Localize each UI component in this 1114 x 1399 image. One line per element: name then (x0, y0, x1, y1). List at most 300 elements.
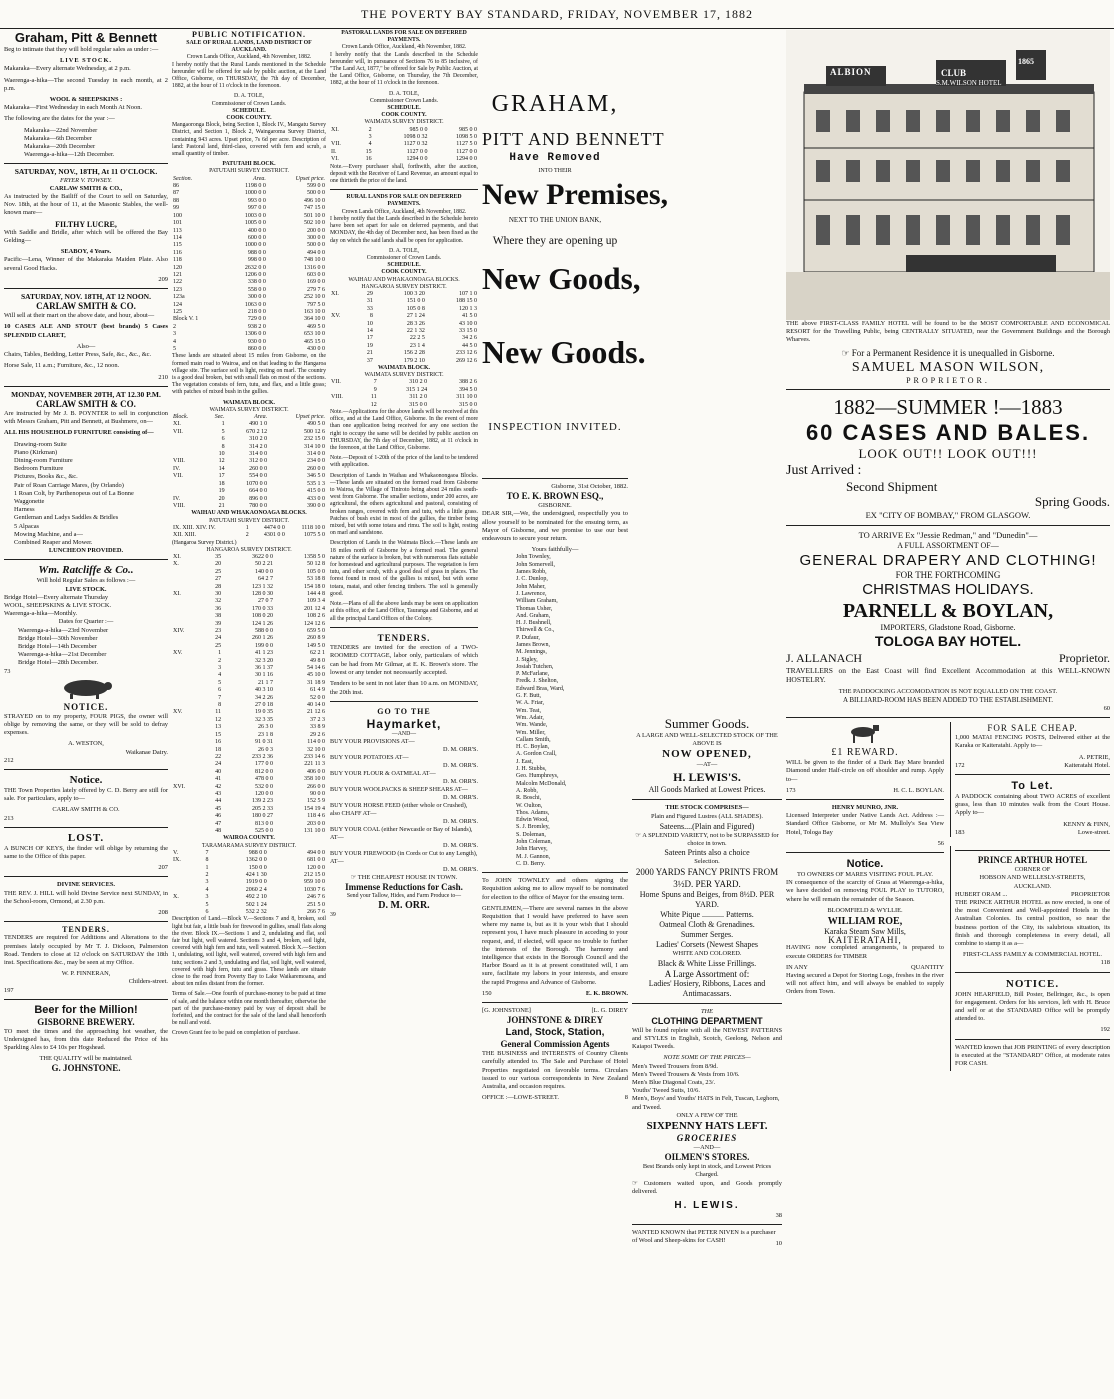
munro-text: Licensed Interpreter under Native Lands Act. Address :—Standard Office Gisborne, or Mr M. Mulloly's Sea View Hotel, Tologa Bay (786, 812, 944, 836)
table-row: 123 558 0 0 279 7 6 (173, 286, 325, 293)
importers-text: IMPORTERS, Gladstone Road, Gisborne. (880, 622, 1016, 632)
list-item: S. J. Bromley, (516, 824, 550, 831)
list-item: William Graham, (516, 598, 558, 605)
pig-illustration (4, 676, 168, 702)
parnell-heading: PARNELL & BOYLAN, (842, 599, 1054, 622)
list-item: H. J. Bushnell, (516, 620, 552, 627)
table-row: 9 315 1 24 394 5 0 (373, 386, 477, 393)
ad-number: 8 (624, 1094, 628, 1102)
live-stock-heading: LIVE STOCK. (59, 57, 113, 65)
column-2 (172, 30, 326, 1395)
list-item: Youths' Tweed Suits, 10/6. (632, 1087, 700, 1095)
buy-orr: D. M. ORR'S. (443, 866, 478, 874)
kaiteratahi-text: KAITERATAHI, (828, 935, 902, 946)
buy-orr: D. M. ORR'S. (443, 778, 478, 786)
also-text: Also— (76, 342, 96, 350)
table-row: 121 1206 0 0 603 0 0 (173, 271, 325, 278)
table-row: 113 400 0 0 200 0 0 (173, 227, 325, 234)
column-3 (330, 30, 478, 1395)
tenders-text: TENDERS are invited for the erection of a TWO-ROOMED COTTAGE, labor only, particulars of which can be had from Mr Gilmar, at E. K. Brown's store. The lowest or any tender not necessarily accepted. (330, 643, 478, 676)
kenny-name: KENNY & FINN, (1063, 820, 1110, 828)
list-item: Thomas Usher, (516, 605, 553, 612)
table-row: 10 314 0 0 314 0 0 (218, 451, 325, 458)
any-text: IN ANY (786, 963, 808, 971)
crown-text: Crown Grant fee to be paid on completion of purchase. (172, 1030, 300, 1037)
fineran-name: W. P. FINNERAN, (61, 970, 111, 978)
table-row: 19 664 0 0 415 0 0 (218, 488, 325, 495)
notice-heading-2: Notice. (69, 774, 103, 787)
hotel-text: THE above FIRST-CLASS FAMILY HOTEL will be found to be the MOST COMFORTABLE AND ECONOMICAL RESORT for the Travelling Public, being CENTRALLY SITUATED, near the Government Buildings and the Borough Wharves. (786, 320, 1110, 344)
town-text: THE Town Properties lately offered by C. D. Berry are still for sale. For particulars, apply to— (4, 787, 168, 803)
table-row: VIII. 21 780 0 0 390 0 0 (173, 502, 325, 509)
lewis-heading-2: H. LEWIS. (674, 1200, 740, 1212)
oilmens-heading: OILMEN'S STORES. (664, 1152, 750, 1163)
jd-heading: JOHNSTONE & DIREY (506, 1015, 604, 1026)
orr-name: D. M. ORR. (378, 899, 430, 911)
land-heading: Land, Stock, Station, (505, 1027, 605, 1039)
items-list (4, 441, 168, 548)
list-item: Edward Bras, Ward, (516, 685, 565, 692)
table-row: 2 938 2 0 469 5 0 (173, 323, 325, 330)
seaboy: SEABOY, 4 Years. (60, 248, 112, 256)
table-row: 118 998 0 0 748 10 0 (173, 257, 325, 264)
assortment-text: A Large Assortment of: (664, 968, 750, 979)
table-row: 15 23 1 8 29 2 6 (215, 731, 325, 738)
hosiery-text: Ladies' Hosiery, Ribbons, Laces and Antimacassars. (648, 978, 766, 998)
summer-heading: 1882—SUMMER !—1883 (833, 394, 1063, 419)
sateens-text: Sateens....(Plain and Figured) (659, 821, 755, 831)
table-row: 12 315 0 0 315 0 0 (370, 401, 477, 408)
table-row: 4 30 1 16 45 10 0 (218, 672, 325, 679)
schedule-heading: SCHEDULE. (232, 107, 266, 114)
graham-heading: GRAHAM, (491, 91, 619, 117)
list-item: J. Sigley, (516, 656, 538, 663)
list-item: A. Gordon Crall, (516, 751, 557, 758)
table-row: 125 218 0 0 163 10 0 (173, 308, 325, 315)
wairoa-heading: WAIROA COUNTY. (223, 835, 275, 842)
dates-list-2 (4, 627, 168, 668)
rural-heading: RURAL LANDS FOR SALE ON DEFERRED PAYMENTS. (346, 194, 462, 208)
note-text: These lands are situated about 15 miles from Gisborne, on the formed main road to Wairoa, and on that leading to the Hangaroa village site. The surface soil is light, resting on marl. The country is a good deal broken, but with small flats on most of the sections. The vegetation consists of fern, tutu, and flax, and a little grass; with patches of mixed bush in the gullies. (172, 353, 326, 396)
buy-orr: D. M. ORR'S. (443, 842, 478, 850)
list-item: W. A. Friar, (516, 700, 545, 707)
table-row: 22 233 2 36 233 14 6 (215, 753, 325, 760)
keys-text: A BUNCH OF KEYS, the finder will oblige by returning the same to the Office of this paper. (4, 844, 168, 861)
paddocking-text: THE PADDOCKING ACCOMODATION IS NOT EQUALLED ON THE COAST. (838, 687, 1058, 695)
table-row: 3 1306 0 0 653 10 0 (173, 331, 325, 338)
table-row: 8 314 2 0 314 10 0 (221, 443, 325, 450)
list-item: Gentleman and Ladys Saddles & Bridles (14, 514, 119, 522)
list-item: Geo. Humphreys, (516, 773, 559, 780)
splendid-text: ☞ A SPLENDID VARIETY, not to be SURPASSED for choice in town. (635, 831, 779, 848)
list-item: Wm. Teat, (516, 707, 541, 714)
tenders-text: TENDERS are required for Additions and Alterations to the premises lately occupied by Mr T. J. Dickson, Palmerston Road. Tenders to close at 12 o'clock on SATURDAY the 18th inst. Specifications &c., may be seen at my Office. (4, 934, 168, 967)
list-item: John Harvey, (516, 846, 548, 853)
fryer-heading: FRYER V. TOWSEY. (60, 176, 112, 184)
arrived-text: Just Arrived : (786, 462, 862, 478)
taramarama-table (172, 850, 326, 917)
list-item: John Townley, (516, 554, 551, 561)
list-item: Pair of Roan Carriage Mares, (by Orlando) (14, 481, 124, 489)
ad-number: 60 (1103, 705, 1110, 713)
table-row: VII. 4 1127 0 32 1127 5 0 (331, 141, 477, 148)
list-item: 1 Roan Colt, by Parthenopeus out of La Bonne (14, 489, 134, 497)
waihau-heading: WAIHAU AND WHAKAONOAGA BLOCKS. (191, 510, 307, 517)
gisborne-date: Gisborne, 31st October, 1882. (551, 483, 628, 490)
serges-text: Summer Serges. (680, 930, 734, 940)
ad-number: 39 (330, 911, 336, 918)
table-row: X. 3 492 2 10 246 7 6 (173, 894, 325, 901)
table-row: 8 27 0 18 40 14 0 (218, 702, 325, 709)
table-row: XI. 35 3622 0 0 1358 5 0 (173, 553, 325, 560)
ad-number: 197 (4, 986, 14, 994)
wanted-text: WANTED KNOWN that PETER NIVEN is a purchaser of Wool and Sheep-skins for CASH! (632, 1229, 776, 1245)
dates-intro: The following are the dates for the year :— (4, 115, 115, 123)
carlaw-text: As instructed by the Bailiff of the Court to sell on Saturday, Nov. 18th, at the hour of 11, at the Masonic Stables, the well-known mare— (4, 193, 168, 217)
lowe-text: Lowe-street. (1077, 828, 1110, 836)
table-row: 5 502 1 24 251 5 0 (205, 901, 325, 908)
drapery-heading: GENERAL DRAPERY AND CLOTHING! (799, 551, 1097, 569)
table-row: 37 179 2 10 269 12 6 (366, 357, 477, 364)
table-row: 31 151 0 0 188 15 0 (366, 298, 477, 305)
table-row: IV. 14 260 0 0 260 0 0 (173, 465, 325, 472)
table-row: 7 34 2 26 52 0 0 (218, 694, 325, 701)
notice-heading-2: NOTICE. (1005, 977, 1060, 990)
carlaw-name: CARLAW SMITH & CO. (52, 806, 120, 814)
note-text: NOTE SOME OF THE PRICES— (663, 1054, 751, 1062)
waihau-table (172, 525, 326, 540)
ad-number: 73 (4, 667, 11, 675)
roe-heading: WILLIAM ROE, (827, 916, 903, 928)
goto-heading: GO TO THE (377, 707, 431, 717)
list-item: W. Oulton, (516, 802, 543, 809)
list-item: Men's Tweed Trousers from 8/9d. (632, 1062, 718, 1070)
list-item: Callam Smith, (516, 736, 551, 743)
oatmeal-text: Oatmeal Cloth & Grenadines. (659, 920, 755, 930)
pastoral-heading: PASTORAL LANDS FOR SALE ON DEFERRED PAYMENTS. (341, 30, 467, 44)
hangaroa-table (330, 291, 478, 365)
intro-text: I hereby notify that the Lands described in the Schedule hereunder will, in pursuance of Sections 76 to 85 inclusive, of "The Land Act, 1877," be offered for Sale by Public Auction, at the Land Office, Gisborne, on Thursday, the 7th December, 1882, at the hour of 11 o'clock in the forenoon. (330, 51, 478, 87)
waimata-table: Block. Sec. Area. Upset price. XI. 1 490 1 0 490 5 0 VII. 5 670 2 12 500 12 6 6 310 2 0 232 15 0 8 314 2 0 314 10 0 10 314 0 0 314 0 0 VIII. 12 312 0 0 234 0 0 IV. 14 260 0 0 260 0 0 VII. 17 554 0 0 346 5 0 18 1070 0 0 535 1 3 19 664 0 0 415 0 0 IV. 20 896 0 0 433 0 0 VIII. 21 780 0 0 390 0 0 (173, 414, 325, 509)
table-row: XIV. 23 588 0 0 659 5 0 (173, 628, 325, 634)
schedule-heading-2: SCHEDULE. (387, 262, 421, 269)
allanach-prop: Proprietor. (1059, 650, 1110, 665)
tole-name: D. A. TOLE, (234, 93, 264, 100)
table-row: 14 22 1 32 33 15 0 (366, 327, 477, 334)
list-item: Men's Blue Diagonal Coats, 23/. (632, 1079, 716, 1087)
names-list (482, 554, 628, 868)
luncheon-text: LUNCHEON PROVIDED. (48, 547, 124, 555)
wool-text-2: WOOL, SHEEPSKINS & LIVE STOCK. (4, 601, 112, 609)
table-row: 3 1919 0 0 959 10 0 (205, 879, 325, 886)
list-item: P. McFarlane, (516, 671, 550, 678)
list-item: J. H. Stubbs, (516, 766, 547, 773)
groceries-heading: GROCERIES (676, 1133, 738, 1144)
first-class-text: FIRST-CLASS FAMILY & COMMERCIAL HOTEL. (963, 951, 1102, 959)
tenders-close: Tenders to be sent in not later than 10 a.m. on MONDAY, the 20th inst. (330, 680, 478, 696)
reward-heading: £1 REWARD. (831, 747, 899, 759)
table-row: X. 20 50 2 21 50 12 8 (173, 561, 325, 568)
column-1 (4, 30, 168, 1395)
table-row: 114 600 0 0 300 0 0 (173, 234, 325, 241)
frillings-text: Black & White Lisse Frillings. (657, 958, 757, 968)
table-row: V. 7 988 0 0 494 0 0 (173, 849, 325, 856)
table-row: 43 120 0 0 90 0 0 (215, 790, 325, 797)
table-row: 47 813 0 0 203 0 0 (215, 820, 325, 827)
waimata-district: WAIMATA SURVEY DISTRICT. (209, 406, 289, 413)
corner-text: CORNER OF (1014, 866, 1051, 874)
list-item: S. Doleman, (516, 831, 546, 838)
table-row: 32 27 0 7 109 3 4 (215, 598, 325, 605)
table-row: 87 1000 0 0 500 0 0 (173, 190, 325, 197)
second-text: Second Shipment (846, 478, 938, 494)
buy-orr: D. M. ORR'S. (443, 818, 478, 826)
list-item: A. Robb, (516, 787, 538, 794)
hangaroa-table (172, 554, 326, 835)
table-row: XI. 1 490 1 0 490 5 0 (173, 421, 325, 428)
into-text: INTO THEIR (538, 168, 572, 174)
cosies-text: Ladies' Corsets (Newest Shapes (655, 940, 759, 950)
list-item: Thirwell & Co., (516, 627, 555, 634)
table-row: 33 105 0 8 120 1 3 (366, 305, 477, 312)
desc-text-2: Description of Land.—Block V.—Sections 7 and 8, broken, soil light but fair, a little bush for firewood in gullies, small flats along the river. Block IX.—Sections 1 and 2, undulating and flat, soil fair but light, well watered. Sections 3 and 4, broken, soil light, covered with high fern and tutu, well watered. Block X.—Section 1, undulating, soil light, well watered, covered with high fern and tutu; sections 2 and 3, undulating and flat, soil light, well watered, covered with high fern, tutu and grass. These lands are situate close to the road from Poverty Bay to Lake Waikaremoana, and about ten miles distant from the former. (172, 916, 326, 988)
table-row: Block V. 1 729 0 0 364 10 0 (173, 316, 325, 323)
list-item: M. J. Gannon, (516, 853, 551, 860)
seaboy-text: Pacific—Lena, Winner of the Makaraka Maiden Plate. Also several Good Hacks. (4, 256, 168, 272)
waimata-heading: WAIMATA BLOCK. (223, 399, 275, 406)
childers-text: Childers-street. (128, 978, 168, 986)
table-row: 6 532 2 32 266 7 6 (205, 909, 325, 916)
ad-number: 209 (158, 275, 168, 283)
date-item: Makaraka—20th December (24, 143, 96, 151)
johnstone-name: G. JOHNSTONE. (51, 1062, 121, 1073)
hearfield-text: JOHN HEARFIELD, Bill Poster, Bellringer, &c., is open for engagement. Orders for his services, left with H. Bruce and self or at the STANDARD Office will be promptly attended to. (955, 990, 1110, 1023)
makaraka-text: Makaraka—Every alternate Wednesday, at 2 p.m. (4, 65, 131, 73)
table-row: 24 177 0 0 221 11 3 (215, 761, 325, 768)
list-item: 5 Alpacas (14, 522, 40, 530)
quantity-text: QUANTITY (910, 963, 944, 971)
quality-text: THE QUALITY will be maintained. (39, 1055, 133, 1063)
cook-heading: COOK COUNTY. (381, 112, 427, 119)
summer-heading: Summer Goods. (664, 716, 750, 731)
owners-text: TO OWNERS OF MARES VISITING FOUL PLAY. (796, 871, 934, 879)
list-item: P. Dufaur, (516, 634, 540, 641)
commissioner-text-2: Commissioner of Crown Lands. (366, 254, 442, 261)
commission-heading: General Commission Agents (500, 1039, 610, 1050)
dates-quarter: Dates for Quarter :— (58, 618, 114, 626)
date-item: Waerenga-a-hika—21st December (18, 651, 107, 659)
permanent-text: ☞ For a Permanent Residence it is unequalled in Gisborne. (841, 347, 1055, 358)
list-item: Malcolm McDonald, (516, 780, 567, 787)
table-row: IX. 8 1362 0 0 681 0 0 (173, 857, 325, 864)
tologa-heading: TOLOGA BAY HOTEL. (874, 632, 1022, 649)
townley-text: To JOHN TOWNLEY and others signing the Requisition asking me to allow myself to be nominated for election to the office of Mayor for the ensuing term. (482, 877, 628, 901)
lewis-heading: H. LEWIS'S. (673, 769, 741, 784)
list-item: Pictures, Books &c., &c. (14, 473, 78, 481)
haymarket-heading: Haymarket, (366, 717, 442, 732)
divine-text: THE REV. J. HILL will hold Divine Service next SUNDAY, in the School-room, Ormond, at 2.30 p.m. (4, 889, 168, 905)
waerenga-text: Waerenga-a-hika—The second Tuesday in each month, at 2 p.m. (4, 76, 168, 92)
table-row: 1 150 0 0 120 0 0 (205, 864, 325, 871)
stock-heading: THE STOCK COMPRISES— (665, 803, 749, 811)
graham-intro: Beg to intimate that they will hold regular sales as under :— (4, 46, 159, 53)
ad-number: 172 (955, 761, 965, 769)
desc-text: Mangaoronga Block, being Section 1, Block IV., Mangatu Survey District, and Section 1, Block 2, Waingaroma Survey District, containing 943 acres. Upset price, 7s 6d per acre. Description of land: Pastoral land, third-class, covered with fern and scrub, a small quantity of timber. (172, 122, 326, 158)
table-row: 25 140 0 0 105 0 0 (215, 568, 325, 575)
allanach-name: J. ALLANACH (786, 650, 863, 665)
travellers-text: TRAVELLERS on the East Coast will find Excellent Accommodation at this WELL-KNOWN HOSTELRY. (786, 665, 1110, 685)
dates-list (4, 127, 168, 160)
horse-illustration (786, 722, 944, 746)
table-row: 39 124 1 26 124 12 6 (215, 620, 325, 627)
table-row: 16 91 0 31 114 0 0 (215, 739, 325, 746)
table-row: 21 156 2 28 233 12 6 (366, 350, 477, 357)
billiard-text: A BILLIARD-ROOM HAS BEEN ADDED TO THE ESTABLISHMENT. (842, 696, 1054, 705)
premises-heading: New Premises, (482, 178, 669, 211)
boylan-name: H. C. L. BOYLAN. (893, 786, 944, 794)
christmas-heading: CHRISTMAS HOLIDAYS. (862, 580, 1034, 598)
white-text: WHITE AND COLORED. (672, 950, 742, 958)
table-row: 40 812 0 0 406 0 0 (215, 768, 325, 775)
buy-item: BUY YOUR FIREWOOD (in Cords or Cut to any Length), AT— (330, 850, 478, 866)
list-item: John Maher, (516, 583, 546, 590)
next-text: NEXT TO THE UNION BANK, (508, 216, 602, 224)
list-item: Drawing-room Suite (14, 440, 67, 448)
table-row: 122 338 0 0 169 0 0 (173, 279, 325, 286)
posts-text: 1,000 MATAI FENCING POSTS, Delivered either at the Karaka or Kaiteratahi. Apply to— (955, 734, 1110, 750)
arrive-text: TO ARRIVE Ex "Jessie Redman," and "Dunedin"— (858, 529, 1038, 540)
ad-number: 56 (937, 839, 944, 847)
carlaw-heading-2: CARLAW SMITH & CO. (36, 301, 136, 312)
note-text-2: Note.—Applications for the above lands will be received at this office, and at the Land Office, Gisborne. In the event of more than one application being received for any one section the right to occupy the same will be decided by public auction on THURSDAY, the 7th day of December, 1882, at 11 o'clock in the forenoon, at the Land Office, Gisborne. (330, 409, 478, 452)
date-item: Makaraka—6th December (24, 134, 92, 142)
waimata-district: WAIMATA SURVEY DISTRICT. (364, 119, 444, 126)
table-row: 5 21 1 7 31 18 9 (218, 679, 325, 686)
spring-text: Spring Goods. (1034, 493, 1110, 509)
table-row: 13 26 3 0 33 8 9 (215, 724, 325, 731)
table-row: 10 28 3 26 43 10 0 (366, 320, 477, 327)
list-item: Josiah Tutchen, (516, 663, 554, 670)
list-item: Men's Tweed Trousers & Vests from 10/6. (632, 1070, 740, 1078)
prints-text: Sateen Prints also a choice (664, 848, 750, 858)
best-text: Best Brands only kept in stock, and Lowest Prices Charged. (642, 1163, 772, 1179)
public-heading: PUBLIC NOTIFICATION. (191, 30, 307, 39)
table-row: 116 988 0 0 494 0 0 (173, 249, 325, 256)
table-row: 6 310 2 0 232 15 0 (221, 436, 325, 443)
hangaroa-district: HANGAROA SURVEY DISTRICT. (206, 546, 292, 553)
list-item: R. Boschi, (516, 795, 542, 802)
ad-number: 173 (786, 786, 796, 794)
send-text: Send your Tallow, Hides, and Farm Produce to— (346, 892, 462, 899)
office-text: OFFICE :—LOWE-STREET. (482, 1094, 559, 1102)
horse-sale-text: Horse Sale, 11 a.m.; Furniture, &c., 12 noon. (4, 362, 120, 370)
strayed-text: STRAYED on to my property, FOUR PIGS, the owner will oblige by removing the same, or they will be sold to defray expenses. (4, 712, 168, 737)
carlaw-text-2: Will sell at their mart on the above date, and hour, about— (4, 312, 155, 320)
monthly-text: Waerenga-a-hika—Monthly. (4, 610, 78, 618)
tole-name: D. A. TOLE, (389, 90, 419, 97)
waimata-table-2 (330, 379, 478, 409)
ad-number: 150 (482, 989, 492, 997)
graham-title: Graham, Pitt & Bennett (14, 30, 158, 45)
lost-heading: LOST. (67, 831, 105, 844)
patutahi-table: Section. Area. Upset price. 86 1198 0 0 599 0 0 87 1000 0 0 500 0 0 88 993 0 0 496 10 0 99 997 0 0 747 15 0 100 1003 0 0 501 10 0 101 1005 0 0 502 10 0 113 400 0 0 200 0 0 114 600 0 0 300 0 0 115 1000 0 0 500 0 0 116 988 0 0 494 0 0 118 998 0 0 748 10 0 120 2632 0 0 1316 0 0 121 1206 0 0 603 0 0 122 338 0 0 169 0 0 123 558 0 0 279 7 6 123a 300 0 0 252 10 0 124 1063 0 0 797 5 0 125 218 0 0 163 10 0 Block V. 1 729 0 0 364 10 0 2 938 2 0 469 5 0 3 1306 0 0 653 10 0 4 930 0 0 465 15 0 5 860 0 0 430 0 0 (173, 175, 325, 352)
table-row: XI. 2 985 0 0 985 0 0 (331, 126, 477, 133)
list-item: J. C. Dunlop, (516, 576, 548, 583)
table-row: VI. 16 1294 0 0 1294 0 0 (331, 156, 477, 163)
table-row: IV. 20 896 0 0 433 0 0 (173, 495, 325, 502)
carlaw-heading-3: CARLAW SMITH & CO. (36, 398, 136, 409)
waimata-district-2: WAIMATA SURVEY DISTRICT. (364, 372, 444, 379)
table-row: XII. XIII. 2 4301 0 0 1075 5 0 (173, 532, 325, 539)
goods-heading-2: New Goods. (482, 334, 646, 370)
samuel-name: SAMUEL MASON WILSON, (851, 359, 1045, 375)
column-6 (786, 30, 1110, 1395)
table-row: 28 123 1 32 154 18 0 (215, 583, 325, 590)
cook-heading: COOK COUNTY. (226, 115, 272, 122)
ex-text: EX "CITY OF BOMBAY," FROM GLASGOW. (865, 509, 1031, 520)
ad-number: 192 (1100, 1026, 1110, 1034)
table-row: 5 860 0 0 430 0 0 (173, 346, 325, 352)
table-row: XI. 30 128 0 30 144 4 8 (173, 590, 325, 597)
table-row: VIII. 12 312 0 0 234 0 0 (173, 458, 325, 465)
list-item: John Coleman, (516, 839, 552, 845)
business-text: THE BUSINESS and INTERESTS of Country Clients carefully attended to. The Sale and Purchase of Hotel Properties negotiated on favorable terms. Circulars issued to our various correspondents in New Zealand Australia, and occasion requires. (482, 1050, 628, 1091)
list-item: And. Graham, (516, 612, 551, 619)
ad-number: 183 (955, 828, 965, 836)
carlaw-heading: CARLAW SMITH & CO., (49, 184, 123, 192)
table-row: 19 23 1 4 44 5 0 (366, 342, 477, 349)
list-item: Harness (14, 506, 35, 514)
sign-hotel: S.M.WILSON HOTEL (936, 79, 1002, 87)
list-item: Waggonette (14, 497, 45, 505)
list-item: Combined Reaper and Mower. (14, 538, 93, 546)
office-text: Crown Lands Office, Auckland, 4th November, 1882. (341, 44, 467, 51)
list-item: Men's, Boys' and Youths' HATS in Felt, Tuscan, Leghorn, and Tweed. (632, 1095, 780, 1111)
hangaroa-district: HANGAROA SURVEY DISTRICT. (361, 283, 447, 290)
forthcoming-text: FOR THE FORTHCOMING (895, 569, 1001, 580)
table-row: 12 32 3 35 37 2 3 (215, 716, 325, 723)
buy-item: BUY YOUR POTATOES AT— (330, 754, 409, 762)
homespuns-text: Home Spuns and Beiges, from 8½D. PER YARD. (639, 890, 775, 910)
hangaroa-note: (Hangaroa Survey District.) (172, 539, 237, 546)
note-text: Note.—Every purchaser shall, forthwith, after the auction, deposit with the Receiver of Land Revenue, an amount equal to one thirtieth the price of the land. (330, 163, 478, 185)
table-row: 3 1098 0 32 1098 5 0 (368, 134, 477, 141)
buy-item: BUY YOUR WOOLPACKS & SHEEP SHEARS AT— (330, 786, 468, 794)
prince-arthur-section (950, 846, 1110, 1071)
sign-albion: ALBION (830, 67, 872, 77)
filthy-lucre: FILTHY LUCRE, (55, 219, 117, 229)
brewery-heading: GISBORNE BREWERY. (37, 1016, 135, 1027)
cases-text: 10 CASES ALE AND STOUT (best brands) 5 Cases SPLENDID CLARET, (4, 323, 168, 339)
table-row: 48 525 0 0 131 10 0 (215, 827, 325, 834)
table-row: 2 32 3 20 49 8 0 (218, 657, 325, 664)
table-row: IX. XIII. XIV. IV. 1 4474 0 0 1118 10 0 (173, 524, 325, 531)
yours-text: Yours faithfully— (531, 546, 579, 554)
auckland-text: AUCKLAND. (1013, 882, 1052, 890)
table-row: 24 260 1 26 260 8 9 (215, 635, 325, 642)
hobson-text: HOBSON AND WELLESLY-STREETS, (979, 874, 1086, 882)
now-heading: NOW OPENED, (662, 748, 752, 761)
table-row: II. 15 1127 0 0 1127 0 0 (331, 148, 477, 155)
brewery-text: TO meet the times and the approaching hot weather, the Undersigned has, from this date Reduced the Price of his Sparkling Ales to £4 10s per Hogshead. (4, 1027, 168, 1052)
monday-heading: MONDAY, NOVEMBER 20TH, AT 12.30 P.M. (11, 389, 161, 399)
wanted-text: WANTED known that JOB PRINTING of every description is executed at the "STANDARD" Office, at moderate rates FOR CASH. (955, 1043, 1110, 1068)
patutahi-district-2: PATUTAHI SURVEY DISTRICT. (209, 517, 289, 524)
table-row: 2 424 1 30 212 15 0 (205, 872, 325, 878)
johnstone-bracket: [G. JOHNSTONE] (482, 1007, 531, 1015)
note-text-4: Note.—Plans of all the above lands may be seen on application at this office, at the Land Office, Tauranga and Gisborne, and at all the principal Land Offices of the Colony. (330, 601, 478, 622)
list-item: Piano (Kirkman) (14, 448, 58, 456)
